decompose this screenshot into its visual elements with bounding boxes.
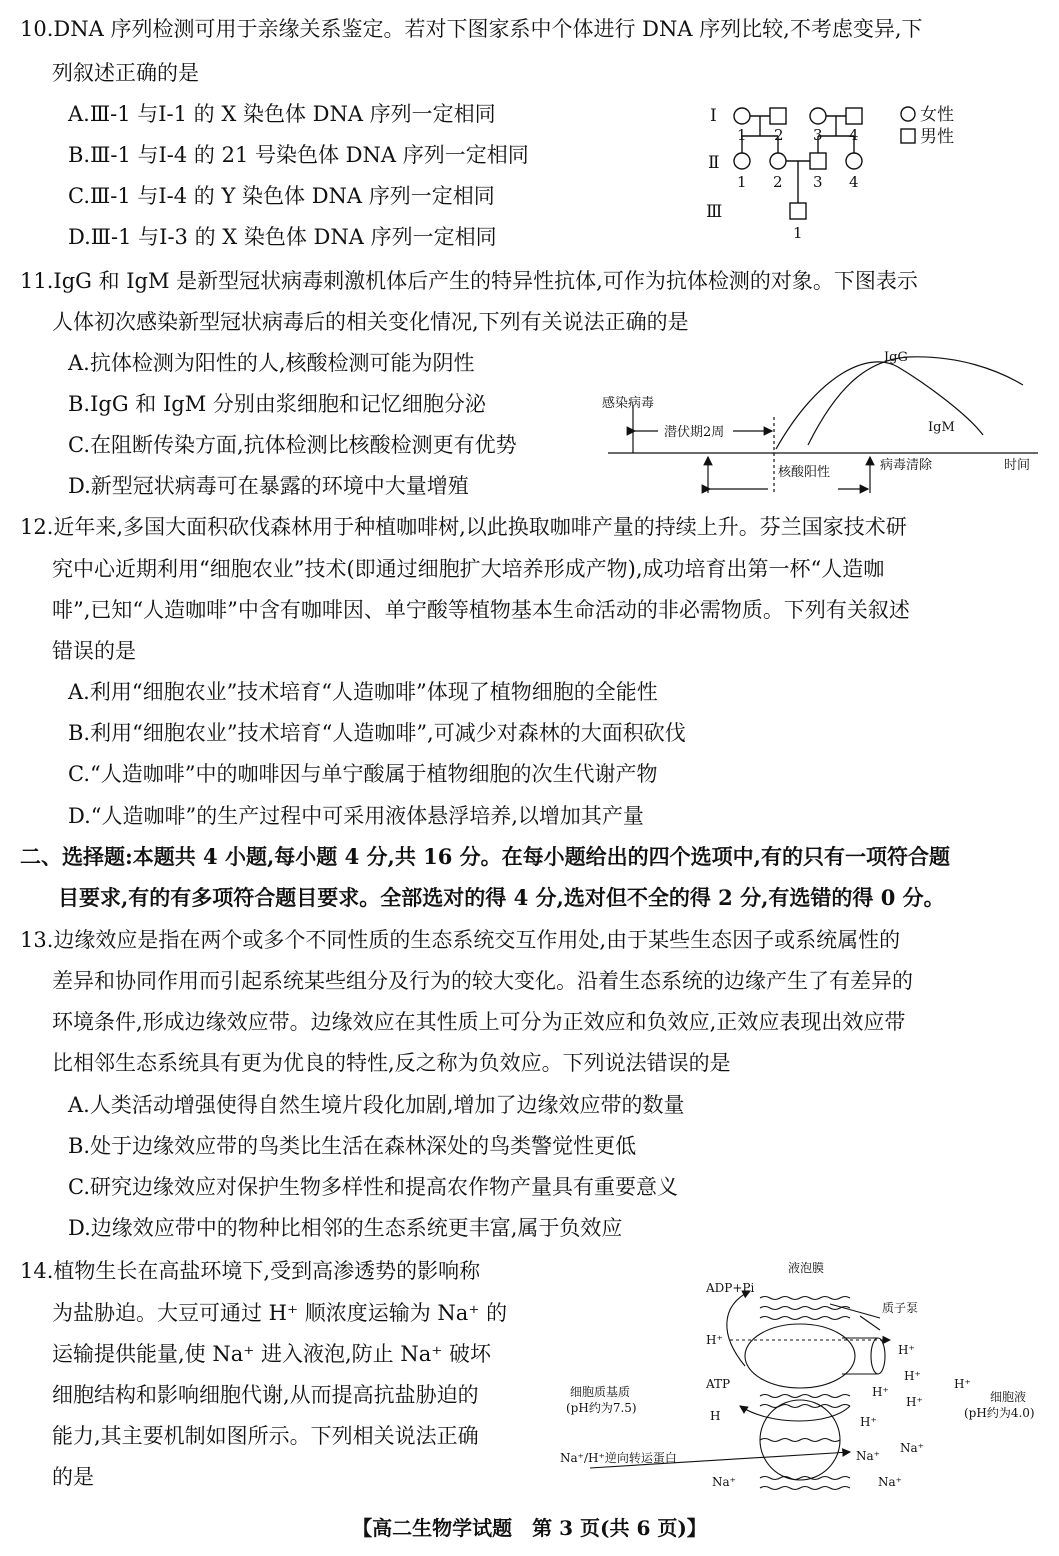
q12-stem-line4: 错误的是	[52, 639, 136, 663]
q11-stem-line1: 11.IgG 和 IgM 是新型冠状病毒刺激机体后产生的特异性抗体,可作为抗体检测的对象。下图表示	[20, 269, 918, 293]
q14-stem-line6: 的是	[52, 1465, 94, 1489]
q14-stem-line4: 细胞结构和影响细胞代谢,从而提高抗盐胁迫的	[52, 1383, 479, 1407]
person-II-1	[734, 153, 750, 169]
person-I-4	[846, 108, 862, 124]
tonoplast-label: 液泡膜	[788, 1261, 825, 1275]
q13-stem-line2: 差异和协同作用而引起系统某些组分及行为的较大变化。沿着生态系统的边缘产生了有差异的	[52, 969, 913, 993]
q13-option-a: A.人类活动增强使得自然生境片段化加剧,增加了边缘效应带的数量	[68, 1093, 685, 1117]
q11-stem-line2: 人体初次感染新型冠状病毒后的相关变化情况,下列有关说法正确的是	[52, 310, 689, 334]
legend-male-label: 男性	[920, 127, 954, 147]
person-II-2	[770, 153, 786, 169]
num-I-3: 3	[813, 126, 823, 144]
h-plus-right-2: H⁺	[904, 1369, 921, 1383]
q13-option-d: D.边缘效应带中的物种比相邻的生态系统更丰富,属于负效应	[68, 1216, 623, 1240]
q10-stem-line1: 10.DNA 序列检测可用于亲缘关系鉴定。若对下图家系中个体进行 DNA 序列比较,不考虑变异,下	[20, 17, 923, 41]
vacuole-label-1: 细胞液	[990, 1390, 1027, 1404]
q14-stem-line5: 能力,其主要机制如图所示。下列相关说法正确	[52, 1424, 479, 1448]
person-I-2	[770, 108, 786, 124]
q12-stem-line3: 啡”,已知“人造咖啡”中含有咖啡因、单宁酸等植物基本生命活动的非必需物质。下列有关叙述	[52, 598, 910, 622]
cytosol-label-1: 细胞质基质	[570, 1385, 631, 1399]
legend-female-symbol	[901, 107, 915, 121]
q12-stem-line1: 12.近年来,多国大面积砍伐森林用于种植咖啡树,以此换取咖啡产量的持续上升。芬兰国家技术研	[20, 515, 907, 539]
q12-option-c: C.“人造咖啡”中的咖啡因与单宁酸属于植物细胞的次生代谢产物	[68, 762, 658, 786]
legend-male-symbol	[901, 129, 915, 143]
num-I-2: 2	[774, 126, 784, 144]
num-I-4: 4	[849, 126, 859, 144]
vacuole-label-2: (pH约为4.0)	[964, 1406, 1035, 1420]
na-plus-right-1: Na⁺	[856, 1449, 880, 1463]
na-plus-right-3: Na⁺	[878, 1475, 902, 1489]
gen-label-I: Ⅰ	[710, 106, 717, 126]
num-II-4: 4	[849, 173, 859, 191]
atp-label: ATP	[706, 1377, 731, 1391]
q11-option-c: C.在阻断传染方面,抗体检测比核酸检测更有优势	[68, 433, 517, 457]
adp-label: ADP+Pi	[706, 1281, 755, 1295]
q10-option-d: D.Ⅲ-1 与Ⅰ-3 的 X 染色体 DNA 序列一定相同	[68, 225, 497, 249]
igg-label: IgG	[884, 350, 908, 365]
num-II-3: 3	[813, 173, 823, 191]
num-II-2: 2	[773, 173, 783, 191]
q12-option-b: B.利用“细胞农业”技术培育“人造咖啡”,可减少对森林的大面积砍伐	[68, 721, 686, 745]
q11-option-d: D.新型冠状病毒可在暴露的环境中大量增殖	[68, 474, 469, 498]
q13-stem-line1: 13.边缘效应是指在两个或多个不同性质的生态系统交互作用处,由于某些生态因子或系统属性的	[20, 928, 901, 952]
h-plus-right-5: H⁺	[954, 1377, 971, 1391]
time-label: 时间	[1004, 458, 1031, 473]
igg-curve	[808, 357, 1023, 445]
na-plus-left: Na⁺	[712, 1475, 736, 1489]
h-plus-left: H⁺	[706, 1333, 723, 1347]
antiporter-label: Na⁺/H⁺逆向转运蛋白	[560, 1451, 677, 1465]
person-II-4	[846, 153, 862, 169]
gen-label-II: Ⅱ	[708, 153, 720, 173]
h-left-label: H	[710, 1409, 721, 1423]
h-plus-right-4: H⁺	[906, 1395, 923, 1409]
latent-label: 潜伏期2周	[664, 425, 725, 440]
pedigree-diagram	[700, 96, 970, 246]
num-I-1: 1	[737, 126, 747, 144]
q10-option-b: B.Ⅲ-1 与Ⅰ-4 的 21 号染色体 DNA 序列一定相同	[68, 143, 529, 167]
q12-option-a: A.利用“细胞农业”技术培育“人造咖啡”体现了植物细胞的全能性	[68, 680, 658, 704]
q13-stem-line3: 环境条件,形成边缘效应带。边缘效应在其性质上可分为正效应和负效应,正效应表现出效应带	[52, 1010, 906, 1034]
proton-pump-shape	[745, 1324, 855, 1388]
h-plus-right-1: H⁺	[898, 1343, 915, 1357]
h-plus-right-3: H⁺	[872, 1385, 889, 1399]
igm-label: IgM	[928, 420, 955, 435]
infect-label: 感染病毒	[602, 396, 655, 411]
q13-option-b: B.处于边缘效应带的鸟类比生活在森林深处的鸟类警觉性更低	[68, 1134, 637, 1158]
person-III-1	[790, 203, 806, 219]
person-I-3	[810, 108, 826, 124]
cleared-label: 病毒清除	[880, 458, 933, 473]
q11-option-b: B.IgG 和 IgM 分别由浆细胞和记忆细胞分泌	[68, 392, 486, 416]
num-III-1: 1	[793, 224, 803, 242]
q12-option-d: D.“人造咖啡”的生产过程中可采用液体悬浮培养,以增加其产量	[68, 804, 644, 828]
salt-stress-mechanism-diagram	[560, 1256, 1050, 1496]
page-footer: 【高二生物学试题 第 3 页(共 6 页)】	[352, 1516, 707, 1540]
section2-heading-line1: 二、选择题:本题共 4 小题,每小题 4 分,共 16 分。在每小题给出的四个选项中,有的只有一项符合题	[20, 844, 950, 869]
q13-stem-line4: 比相邻生态系统具有更为优良的特性,反之称为负效应。下列说法错误的是	[52, 1051, 731, 1075]
positive-label: 核酸阳性	[778, 465, 831, 480]
igm-curve	[776, 362, 983, 449]
q10-option-a: A.Ⅲ-1 与Ⅰ-1 的 X 染色体 DNA 序列一定相同	[68, 102, 496, 126]
section2-heading-line2: 目要求,有的有多项符合题目要求。全部选对的得 4 分,选对但不全的得 2 分,有选错的得 0 分。	[58, 885, 945, 910]
q10-option-c: C.Ⅲ-1 与Ⅰ-4 的 Y 染色体 DNA 序列一定相同	[68, 184, 495, 208]
q10-stem-line2: 列叙述正确的是	[52, 61, 199, 85]
legend-female-label: 女性	[920, 105, 954, 125]
person-I-1	[734, 108, 750, 124]
q11-option-a: A.抗体检测为阳性的人,核酸检测可能为阴性	[68, 351, 475, 375]
gen-label-III: Ⅲ	[706, 202, 723, 222]
num-II-1: 1	[737, 173, 747, 191]
antibody-timeline-graph	[598, 345, 1048, 500]
person-II-3	[810, 153, 826, 169]
q12-stem-line2: 究中心近期利用“细胞农业”技术(即通过细胞扩大培养形成产物),成功培育出第一杯“人造咖	[52, 557, 885, 581]
q14-stem-line2: 为盐胁迫。大豆可通过 H⁺ 顺浓度运输为 Na⁺ 的	[52, 1301, 508, 1325]
cytosol-label-2: (pH约为7.5)	[566, 1401, 637, 1415]
h-plus-antiporter: H⁺	[860, 1415, 877, 1429]
q13-option-c: C.研究边缘效应对保护生物多样性和提高农作物产量具有重要意义	[68, 1175, 678, 1199]
na-plus-right-2: Na⁺	[900, 1441, 924, 1455]
pump-label: 质子泵	[882, 1301, 919, 1315]
q14-stem-line1: 14.植物生长在高盐环境下,受到高渗透势的影响称	[20, 1259, 481, 1283]
q14-stem-line3: 运输提供能量,使 Na⁺ 进入液泡,防止 Na⁺ 破坏	[52, 1342, 492, 1366]
